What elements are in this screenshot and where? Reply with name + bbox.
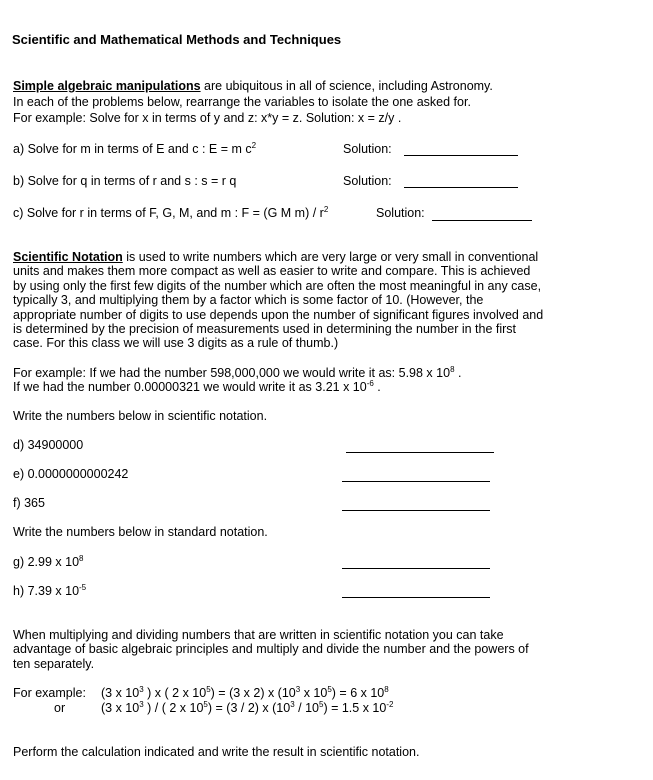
- problem-b-solution-label: Solution:: [343, 174, 392, 188]
- multiply-example-or: or: [54, 701, 66, 715]
- problem-b-answer-line[interactable]: [404, 187, 518, 188]
- algebra-heading: Simple algebraic manipulations: [13, 79, 201, 93]
- algebra-example: For example: Solve for x in terms of y and z: x*y = z. Solution: x = z/y .: [13, 111, 402, 125]
- instruction-standard: Write the numbers below in standard notation.: [13, 525, 268, 539]
- notation-line: appropriate number of digits to use depends upon the number of significant figures involved and: [13, 307, 544, 322]
- notation-line: case. For this class we will use 3 digits as a rule of thumb.): [13, 336, 339, 351]
- item-g: g) 2.99 x $10^8$: [13, 554, 84, 569]
- problem-c: c) Solve for r in terms of F, G, M, and m : F = (G M $m) / r^2$: [13, 205, 329, 220]
- multiply-line: advantage of basic algebraic principles and multiply and divide the number and the powers of: [13, 642, 529, 657]
- notation-example-2: If we had the number 0.00000321 we would write it as 3.21 x $10^{-6}$ .: [13, 379, 381, 394]
- problem-c-solution-label: Solution:: [376, 206, 425, 220]
- algebra-intro-line2: In each of the problems below, rearrange the variables to isolate the one asked for.: [13, 95, 471, 109]
- problem-a: a) Solve for m in terms of E and c : E = m $c^2$: [13, 141, 257, 156]
- problem-a-answer-line[interactable]: [404, 155, 518, 156]
- problem-a-solution-label: Solution:: [343, 142, 392, 156]
- final-instruction: Perform the calculation indicated and write the result in scientific notation.: [13, 745, 420, 759]
- notation-line: is determined by the precision of measurements used in determining the number in the first: [13, 322, 517, 337]
- item-e-answer-line[interactable]: [342, 481, 490, 482]
- item-f: f) 365: [13, 496, 45, 510]
- multiply-line: When multiplying and dividing numbers that are written in scientific notation you can take: [13, 628, 504, 642]
- item-f-answer-line[interactable]: [342, 510, 490, 511]
- notation-line: typically 3, and multiplying them by a factor which is some factor of 10. (However, the: [13, 293, 484, 308]
- algebra-intro-line1: Simple algebraic manipulations are ubiquitous in all of science, including Astronomy.: [13, 79, 493, 93]
- item-g-answer-line[interactable]: [342, 568, 490, 569]
- notation-line-1: Scientific Notation is used to write numbers which are very large or very small in conventional: [13, 250, 539, 264]
- notation-heading: Scientific Notation: [13, 250, 123, 264]
- multiply-line: ten separately.: [13, 656, 95, 671]
- item-h-answer-line[interactable]: [342, 597, 490, 598]
- instruction-scientific: Write the numbers below in scientific notation.: [13, 409, 268, 423]
- multiply-example-1: (3 x $10^3$ ) x ( 2 x $10^5) = (3$ x 2) x ($10^3$ x $10^5) = 6$ x $10^8$: [101, 685, 389, 700]
- problem-c-answer-line[interactable]: [432, 220, 532, 221]
- multiply-paragraph: [13, 628, 529, 671]
- notation-line: by using only the first few digits of the number which are often the most meaningful in any case,: [13, 278, 542, 293]
- item-h: h) 7.39 x $10^{-5}$: [13, 583, 87, 598]
- problem-b: b) Solve for q in terms of r and s : s = r q: [13, 174, 237, 188]
- item-d: d) 34900000: [13, 438, 84, 452]
- page-title: Scientific and Mathematical Methods and Techniques: [12, 32, 342, 47]
- notation-line: units and makes them more compact as well as easier to write and compare. This is achieved: [13, 264, 531, 279]
- notation-example-1: For example: If we had the number 598,000,000 we would write it as: 5.98 x $10^8$ .: [13, 365, 462, 380]
- notation-paragraph: [13, 250, 543, 351]
- item-e: e) 0.0000000000242: [13, 467, 129, 481]
- item-d-answer-line[interactable]: [346, 452, 494, 453]
- multiply-example-label: For example:: [13, 686, 86, 700]
- multiply-example-2: (3 x $10^3$ ) / ( 2 x $10^5) = (3 / 2)$ x $(10^3 / 10^5) = 1.5$ x $10^{-2}$: [101, 700, 394, 715]
